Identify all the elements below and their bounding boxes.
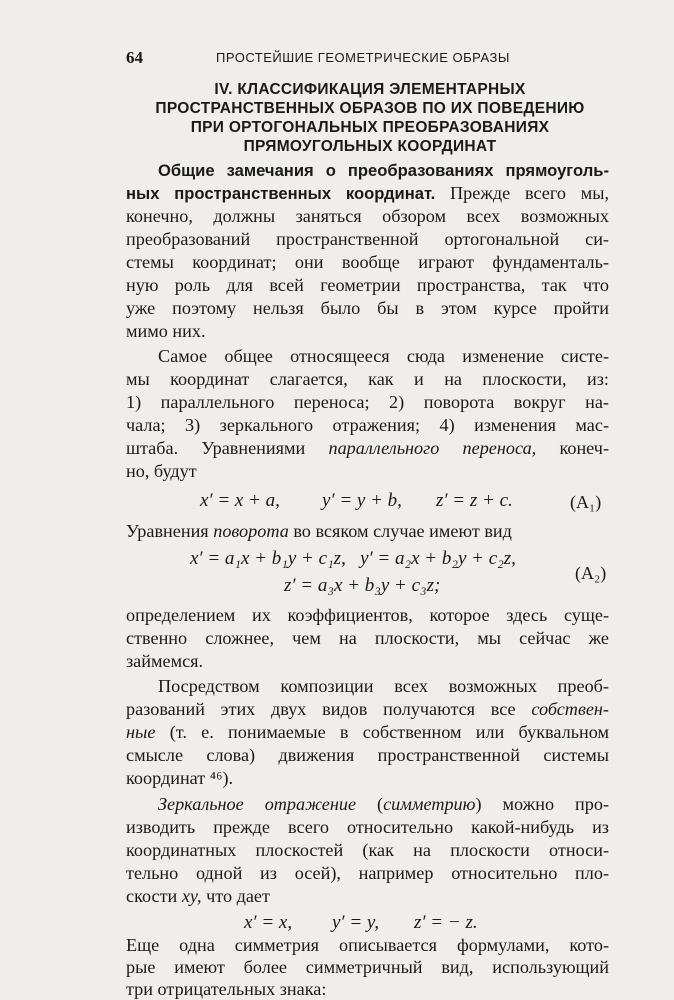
paragraph-text: во всяком случае имеют вид [288, 521, 512, 541]
equation-label: (A₁) [570, 492, 602, 512]
paragraph-heading: ных пространственных координат. [126, 184, 436, 203]
paragraph-line [126, 182, 609, 204]
paragraph-line [126, 885, 609, 907]
equation-row: x′ = a₁x + b₁y + c₁z, y′ = a₂x + b₂y + c₂z, [190, 548, 516, 569]
running-header [126, 48, 614, 70]
paragraph-line: Посредством композиции всех возможных преоб- [158, 676, 609, 696]
emphasis-text: ные [126, 722, 156, 742]
paragraph-line: определением их коэффициентов, которое здесь суще- [126, 605, 609, 625]
paragraph-line [126, 698, 609, 720]
paragraph-text: конеч- [536, 438, 609, 458]
paragraph-line: три отрицательных знака: [126, 979, 327, 999]
equation-term: y′ = y, [332, 912, 380, 933]
paragraph-line: Еще одна симметрия описывается формулами, кото- [126, 935, 609, 955]
paragraph-line: рые имеют более симметричный вид, использующий [126, 957, 609, 977]
emphasis-text: xy, [181, 886, 202, 906]
emphasis-text: параллельного переноса, [328, 438, 537, 458]
paragraph-line: тельно одной из осей), например относительно пло- [126, 863, 609, 883]
paragraph-line [158, 159, 609, 181]
paragraph-line: изводить прежде всего относительно какой-нибудь из [126, 817, 609, 837]
paragraph-line: смысле слова) движения пространственной системы [126, 745, 609, 765]
paragraph-text: ( [356, 794, 384, 814]
paragraph-line: координат ⁴⁶). [126, 768, 234, 788]
paragraph-text: Прежде всего мы, [450, 183, 610, 203]
emphasis-text: симметрию [383, 794, 476, 814]
page-number: 64 [126, 48, 143, 67]
paragraph-text: скости [126, 886, 182, 906]
equation-row: z′ = a₃x + b₃y + c₃z; [284, 575, 441, 596]
paragraph-text: (т. е. понимаемые в собственном или буквальном [155, 722, 609, 742]
paragraph-line: 1) параллельного переноса; 2) поворота вокруг на- [126, 392, 609, 412]
paragraph-text: штаба. Уравнениями [126, 438, 329, 458]
section-title-line: ПРЯМОУГОЛЬНЫХ КООРДИНАТ [243, 138, 497, 155]
paragraph-line: преобразований пространственной ортогональной си- [126, 229, 609, 249]
section-title-line: ПРОСТРАНСТВЕННЫХ ОБРАЗОВ ПО ИХ ПОВЕДЕНИЮ [155, 100, 585, 117]
section-title [126, 80, 614, 156]
paragraph-line: координатных плоскостей (как на плоскости относи- [126, 840, 609, 860]
paragraph-heading: Общие замечания о преобразованиях прямоуголь- [158, 161, 609, 180]
paragraph-line: ную роль для всей геометрии пространства, так что [126, 275, 609, 295]
emphasis-text: Зеркальное отражение [158, 794, 357, 814]
equation-term: z′ = z + c. [436, 490, 513, 511]
equation-term: z′ = − z. [414, 912, 478, 933]
paragraph-line: но, будут [126, 461, 197, 481]
paragraph-line [126, 437, 609, 459]
paragraph-line: ственно сложнее, чем на плоскости, мы сейчас же [126, 628, 609, 648]
paragraph-line: конечно, должны заняться обзором всех возможных [126, 206, 609, 226]
paragraph-line: уже поэтому нельзя было бы в этом курсе пройти [126, 298, 609, 318]
emphasis-text: поворота [213, 521, 289, 541]
paragraph-text: разований этих двух видов получаются все [126, 699, 532, 719]
paragraph-line: стемы координат; они вообще играют фундаменталь- [126, 252, 609, 272]
equation-term: x′ = x + a, [200, 490, 280, 511]
equation-term: x′ = x, [244, 912, 293, 933]
equation-label: (A₂) [575, 563, 607, 583]
paragraph-line: чала; 3) зеркального отражения; 4) изменения мас- [126, 415, 609, 435]
paragraph-line [126, 721, 609, 743]
paragraph-text: что дает [201, 886, 270, 906]
paragraph-line: займемся. [126, 651, 204, 671]
paragraph-text: ) можно про- [475, 794, 610, 814]
paragraph-line: мимо них. [126, 321, 206, 341]
paragraph-line: мы координат слагается, как и на плоскости, из: [126, 369, 609, 389]
emphasis-text: собствен- [531, 699, 609, 719]
paragraph-text: Уравнения [126, 521, 214, 541]
paragraph-line: Самое общее относящееся сюда изменение систе- [158, 346, 609, 366]
section-title-line: ПРИ ОРТОГОНАЛЬНЫХ ПРЕОБРАЗОВАНИЯХ [190, 119, 550, 136]
paragraph-line [158, 793, 609, 815]
paragraph-line [126, 520, 609, 542]
running-head-title: ПРОСТЕЙШИЕ ГЕОМЕТРИЧЕСКИЕ ОБРАЗЫ [216, 50, 510, 65]
equation-term: y′ = y + b, [322, 490, 402, 511]
section-title-line: IV. КЛАССИФИКАЦИЯ ЭЛЕМЕНТАРНЫХ [214, 81, 526, 98]
